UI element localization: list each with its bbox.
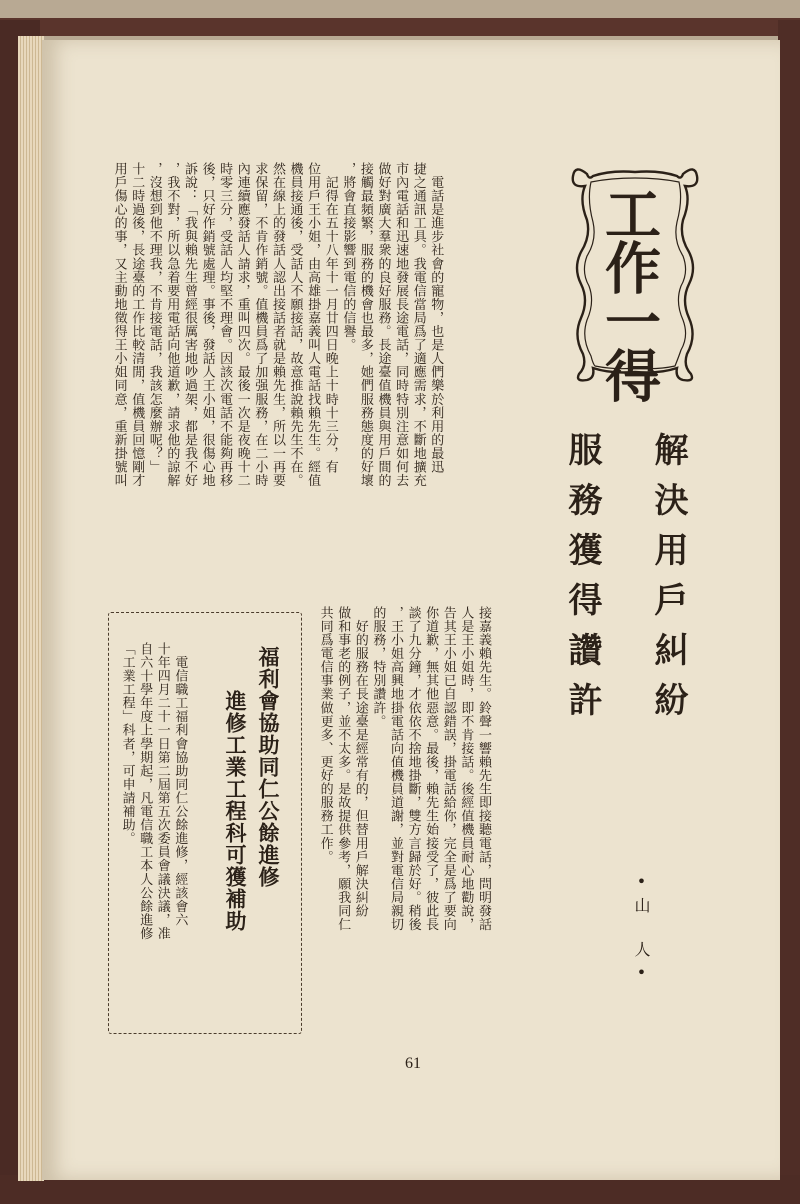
- notice-heading-1: 福利會協助同仁公餘進修: [256, 646, 280, 888]
- book-cover-top: [0, 18, 800, 36]
- headline-line-1: 解決用戶糾紛: [648, 432, 688, 732]
- notice-body: 電信職工福利會協助同仁公餘進修，經該會六 十年四月二十一日第二屆第五次委員會議決議，准 自六十學年度上學期起，凡電信職工本人公餘進修 「工業工程」科者，可申請補助。: [119, 642, 188, 941]
- author-byline: •山 人•: [632, 872, 651, 988]
- page-edges: [18, 36, 44, 1181]
- column-title: 工作一得: [596, 185, 661, 401]
- article-body-upper: 電話是進步社會的寵物，也是人們樂於利用的最迅 捷之通訊工具。我電信當局爲了適應需求，不斷地擴充 市內電話和迅速地發展長途電話，同時特別注意如何去 做好對廣大羣衆的良好服務。長途臺值機員與用戶間的 接觸最頻繁，服務的機會也最多，她們服務態度的好壞 ，將會直接影響到電信的信譽。 記得在五十八年十一月廿四日晚上十時十三分，有 位用戶王小姐，由高雄掛嘉義叫人電話找賴先生。經值 機員接通後，受話人不願接話，故意推說賴先生不在。 然在線上的發話人認出接話者就是賴先生，所以一再要 求保留，不肯作銷號。值機員爲了加强服務，在二小時 內連續應發話人請求，重叫四次。最後一次是夜晚十二 時零三分，受話人均堅不理會。因該次電話不能夠再移 後，只好作銷號處理。事後，發話人王小姐，很傷心地 訴說：「我與賴先生曾經很厲害地吵過架，都是我不好 ，我不對，所以急着要用電話向他道歉，請求他的諒解 ，沒想到他不理我，不肯接電話，我該怎麼辦呢？」 十二時過後，長途臺的工作比較清閒，值機員回憶剛才 用戶傷心的事，又主動地徵得王小姐同意，重新掛號叫: [111, 162, 444, 488]
- book-cover-right: [778, 20, 800, 1200]
- article-body-lower: 接嘉義賴先生。鈴聲一響賴先生即接聽電話，問明發話 人是王小姐時，即不肯接話。後經值機員耐心地勸說， 告其王小姐已自認錯誤，掛電話給你，完全是爲了要向 你道歉，無其他惡意。最後，賴先生始接受了，彼此長 談了九分鐘，才依依不捨地掛斷，雙方言歸於好。稍後 ，王小姐高興地掛電話向值機員道謝，並對電信局親切 的服務，特別讚許。 好的服務在長途臺是經常有的，但替用戶解決糾紛 做和事老的例子，並不太多。是故提供參考，願我同仁 共同爲電信事業做更多、更好的服務工作。: [317, 606, 491, 932]
- page-number: 61: [405, 1055, 421, 1072]
- notice-heading-2: 進修工業工程科可獲補助: [223, 690, 247, 932]
- headline-line-2: 服務獲得讚許: [562, 432, 602, 732]
